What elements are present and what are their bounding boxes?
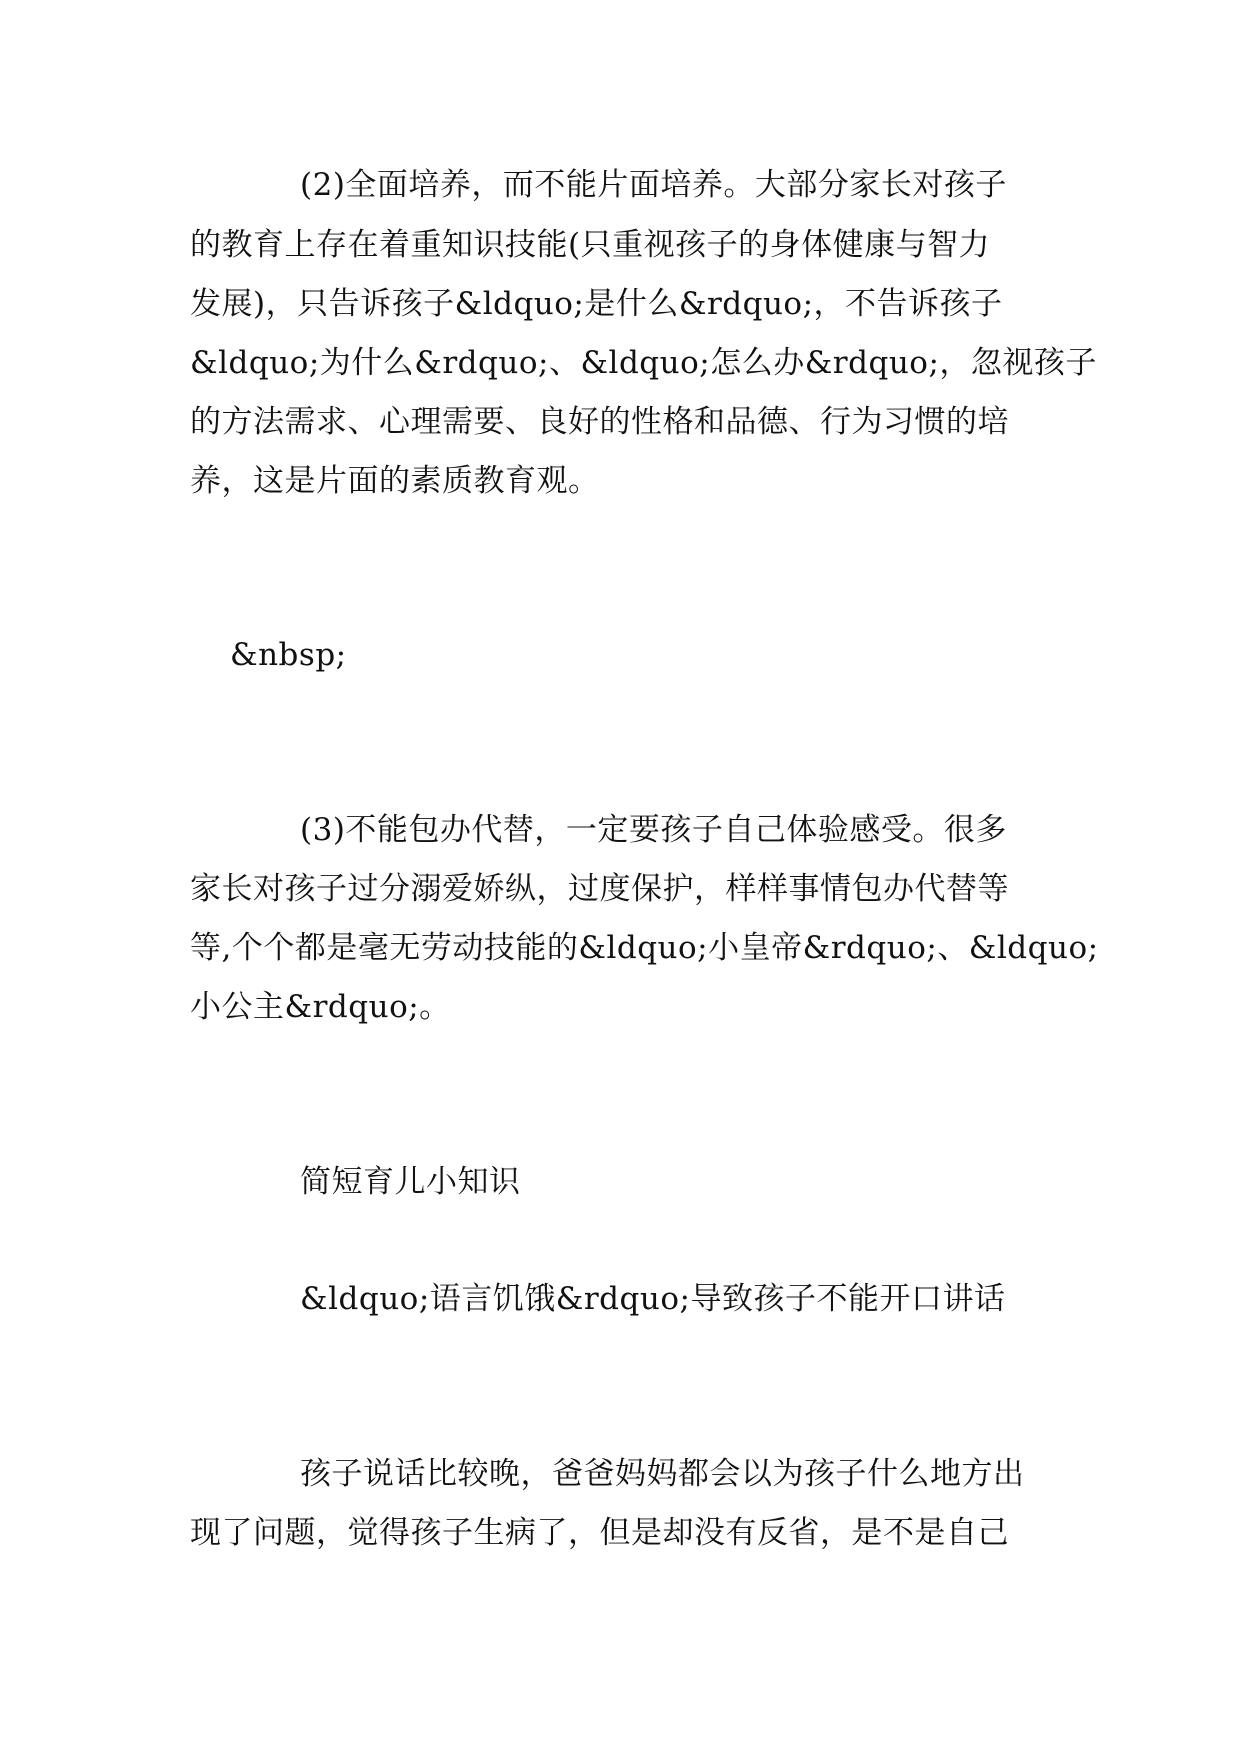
nbsp-text: &nbsp; [230,637,347,673]
paragraph-2-line-3: 发展)，只告诉孩子&ldquo;是什么&rdquo;，不告诉孩子 [190,286,1003,322]
paragraph-2-line-1: (2)全面培养，而不能片面培养。大部分家长对孩子 [300,167,1007,203]
paragraph-2-line-6: 养，这是片面的素质教育观。 [190,463,600,499]
paragraph-4-line-1: 孩子说话比较晚，爸爸妈妈都会以为孩子什么地方出 [300,1456,1025,1492]
paragraph-2-line-5: 的方法需求、心理需要、良好的性格和品德、行为习惯的培 [190,404,1009,440]
paragraph-3-line-2: 家长对孩子过分溺爱娇纵，过度保护，样样事情包办代替等 [190,871,1009,907]
paragraph-3-line-4: 小公主&rdquo;。 [190,989,451,1025]
paragraph-2-line-4: &ldquo;为什么&rdquo;、&ldquo;怎么办&rdquo;，忽视孩子 [190,345,1097,381]
paragraph-3-line-3: 等,个个都是毫无劳动技能的&ldquo;小皇帝&rdquo;、&ldquo; [190,930,1099,966]
paragraph-3-line-1: (3)不能包办代替，一定要孩子自己体验感受。很多 [300,812,1007,848]
paragraph-4-line-2: 现了问题，觉得孩子生病了，但是却没有反省，是不是自己 [190,1515,1009,1551]
section-heading: 简短育儿小知识 [300,1164,521,1200]
section-subheading: &ldquo;语言饥饿&rdquo;导致孩子不能开口讲话 [300,1281,1006,1317]
paragraph-2-line-2: 的教育上存在着重知识技能(只重视孩子的身体健康与智力 [190,227,991,263]
